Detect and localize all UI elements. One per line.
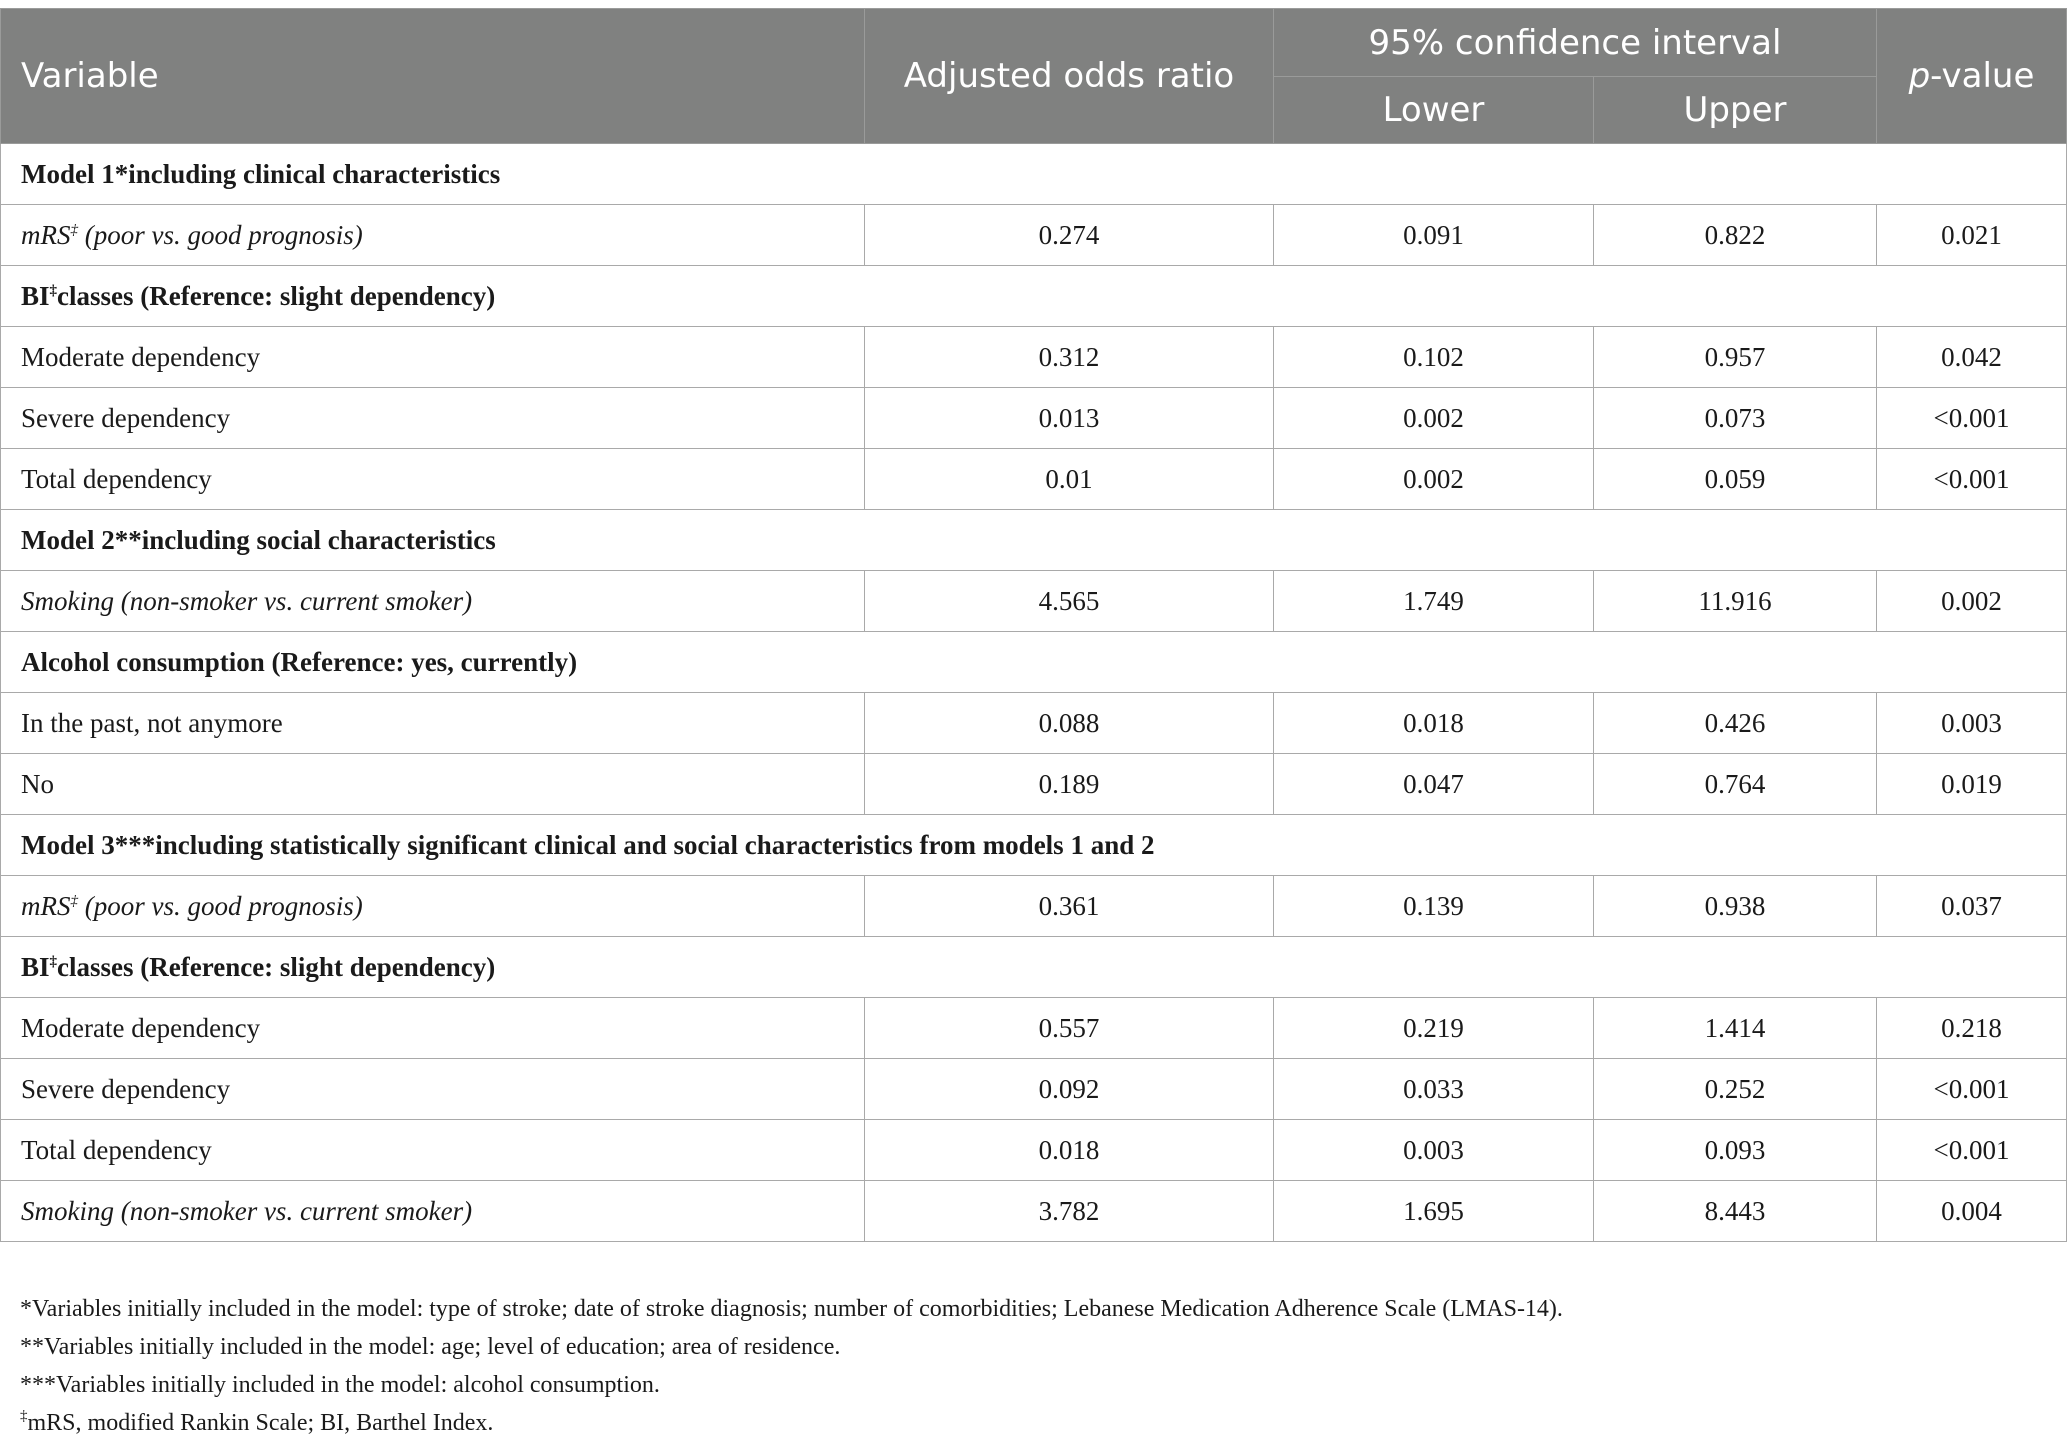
p-value-cell: 0.021 [1877, 205, 2067, 266]
row-label: Severe dependency [1, 1059, 865, 1120]
header-adjusted-odds-ratio: Adjusted odds ratio [865, 9, 1274, 144]
upper-cell: 8.443 [1594, 1181, 1877, 1242]
lower-cell: 0.102 [1274, 327, 1594, 388]
table-row [1, 754, 2067, 815]
row-label: Moderate dependency [1, 327, 865, 388]
section-label: Model 3***including statistically significant clinical and social characteristics from models 1 and 2 [1, 815, 2067, 876]
footnote-4 [20, 1404, 2050, 1442]
row-label: Smoking (non-smoker vs. current smoker) [1, 1181, 865, 1242]
row-label: In the past, not anymore [1, 693, 865, 754]
upper-cell: 1.414 [1594, 998, 1877, 1059]
p-value-cell: 0.019 [1877, 754, 2067, 815]
footnote-marker: ‡ [70, 892, 78, 909]
lower-cell: 1.695 [1274, 1181, 1594, 1242]
upper-cell: 0.252 [1594, 1059, 1877, 1120]
footnote-2: **Variables initially included in the model: age; level of education; area of residence. [20, 1334, 841, 1360]
row-label [1, 876, 865, 937]
lower-cell: 0.033 [1274, 1059, 1594, 1120]
header-confidence-interval: 95% confidence interval [1274, 9, 1877, 77]
upper-cell: 11.916 [1594, 571, 1877, 632]
lower-cell: 0.091 [1274, 205, 1594, 266]
table-row [1, 1120, 2067, 1181]
row-label: Total dependency [1, 449, 865, 510]
row-label: Smoking (non-smoker vs. current smoker) [1, 571, 865, 632]
row-label: Total dependency [1, 1120, 865, 1181]
table-row [1, 1059, 2067, 1120]
results-table-container [0, 8, 2066, 1242]
table-footnotes [20, 1290, 2050, 1442]
table-row [1, 449, 2067, 510]
lower-cell: 0.139 [1274, 876, 1594, 937]
lower-cell: 1.749 [1274, 571, 1594, 632]
footnote-3: ***Variables initially included in the model: alcohol consumption. [20, 1372, 660, 1398]
table-row [1, 876, 2067, 937]
section-label [1, 266, 2067, 327]
p-value-cell: <0.001 [1877, 1059, 2067, 1120]
aor-cell: 0.018 [865, 1120, 1274, 1181]
footnote-marker: ‡ [70, 221, 78, 238]
aor-cell: 0.274 [865, 205, 1274, 266]
section-row [1, 144, 2067, 205]
label-part: (poor vs. good prognosis) [78, 890, 363, 921]
row-label [1, 205, 865, 266]
p-value-cell: 0.218 [1877, 998, 2067, 1059]
section-row [1, 937, 2067, 998]
table-row [1, 998, 2067, 1059]
aor-cell: 0.312 [865, 327, 1274, 388]
aor-cell: 0.088 [865, 693, 1274, 754]
section-row [1, 266, 2067, 327]
footnote-marker: ‡ [49, 953, 58, 970]
table-row [1, 571, 2067, 632]
upper-cell: 0.938 [1594, 876, 1877, 937]
p-value-cell: 0.004 [1877, 1181, 2067, 1242]
p-value-cell: 0.002 [1877, 571, 2067, 632]
table-row [1, 1181, 2067, 1242]
footnote-4-text: mRS, modified Rankin Scale; BI, Barthel Index. [27, 1410, 494, 1436]
section-row [1, 510, 2067, 571]
row-label: Moderate dependency [1, 998, 865, 1059]
aor-cell: 0.557 [865, 998, 1274, 1059]
section-row [1, 815, 2067, 876]
results-table [0, 8, 2067, 1242]
p-value-cell: <0.001 [1877, 449, 2067, 510]
label-part: mRS [21, 219, 71, 250]
label-part: classes (Reference: slight dependency) [57, 280, 496, 311]
row-label: No [1, 754, 865, 815]
table-header [1, 9, 2067, 144]
table-row [1, 388, 2067, 449]
p-value-cell: 0.042 [1877, 327, 2067, 388]
label-part: classes (Reference: slight dependency) [57, 951, 496, 982]
lower-cell: 0.002 [1274, 449, 1594, 510]
row-label: Severe dependency [1, 388, 865, 449]
upper-cell: 0.822 [1594, 205, 1877, 266]
p-value-cell: <0.001 [1877, 388, 2067, 449]
lower-cell: 0.047 [1274, 754, 1594, 815]
header-upper: Upper [1594, 77, 1877, 144]
table-row [1, 693, 2067, 754]
label-part: BI [21, 951, 50, 982]
upper-cell: 0.059 [1594, 449, 1877, 510]
section-label: Model 2**including social characteristics [1, 510, 2067, 571]
aor-cell: 0.361 [865, 876, 1274, 937]
section-label [1, 937, 2067, 998]
section-label: Alcohol consumption (Reference: yes, currently) [1, 632, 2067, 693]
upper-cell: 0.426 [1594, 693, 1877, 754]
header-p-letter: p [1908, 56, 1931, 96]
p-value-cell: 0.037 [1877, 876, 2067, 937]
label-part: mRS [21, 890, 71, 921]
aor-cell: 4.565 [865, 571, 1274, 632]
upper-cell: 0.957 [1594, 327, 1877, 388]
lower-cell: 0.002 [1274, 388, 1594, 449]
lower-cell: 0.219 [1274, 998, 1594, 1059]
section-label: Model 1*including clinical characteristics [1, 144, 2067, 205]
footnote-marker: ‡ [49, 282, 58, 299]
aor-cell: 0.01 [865, 449, 1274, 510]
upper-cell: 0.073 [1594, 388, 1877, 449]
label-part: (poor vs. good prognosis) [78, 219, 363, 250]
header-p-suffix: -value [1930, 56, 2035, 96]
footnote-marker: ‡ [20, 1408, 28, 1424]
aor-cell: 0.189 [865, 754, 1274, 815]
header-lower: Lower [1274, 77, 1594, 144]
p-value-cell: 0.003 [1877, 693, 2067, 754]
footnote-1: *Variables initially included in the model: type of stroke; date of stroke diagnosis; number of comorbidities; Lebanese Medication Adherence Scale (LMAS-14). [20, 1296, 1563, 1322]
table-row [1, 327, 2067, 388]
p-value-cell: <0.001 [1877, 1120, 2067, 1181]
aor-cell: 0.013 [865, 388, 1274, 449]
label-part: BI [21, 280, 50, 311]
section-row [1, 632, 2067, 693]
lower-cell: 0.003 [1274, 1120, 1594, 1181]
upper-cell: 0.093 [1594, 1120, 1877, 1181]
lower-cell: 0.018 [1274, 693, 1594, 754]
aor-cell: 3.782 [865, 1181, 1274, 1242]
table-row [1, 205, 2067, 266]
header-p-value [1877, 9, 2067, 144]
aor-cell: 0.092 [865, 1059, 1274, 1120]
header-variable: Variable [1, 9, 865, 144]
upper-cell: 0.764 [1594, 754, 1877, 815]
